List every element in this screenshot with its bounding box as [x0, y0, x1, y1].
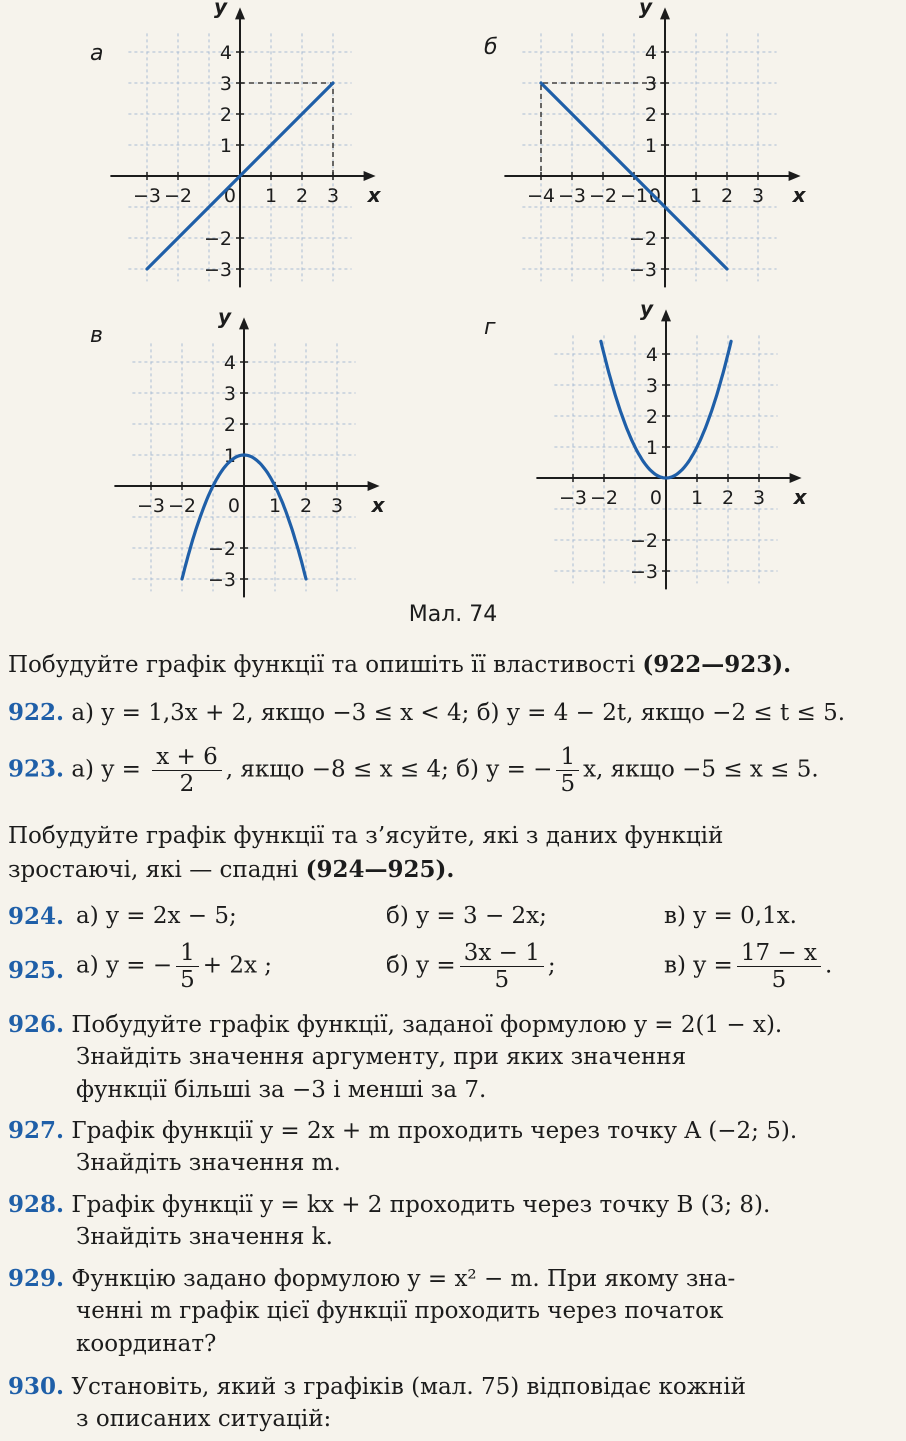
fraction: [556, 744, 579, 797]
y-tick-label: −2: [628, 228, 657, 250]
problem-number: 928.: [8, 1191, 65, 1218]
x-tick-label: −3: [558, 487, 588, 509]
problem-922: [8, 696, 845, 730]
instruction-922-923: [8, 648, 791, 682]
y-tick-label: 4: [219, 42, 232, 64]
x-axis-arrow: [790, 473, 802, 483]
problem-text-line1: Функцію задано формулою y = x² − m. При якому зна-: [71, 1266, 736, 1292]
x-axis-arrow: [789, 171, 801, 181]
problem-text-line2: Знайдіть значення k.: [76, 1224, 333, 1250]
y-tick-label: 1: [219, 135, 232, 157]
formula-text: , якщо −8 ≤ x ≤ 4; б) y = −: [225, 756, 553, 783]
x-tick-label: −3: [132, 185, 162, 207]
x-tick-label: −2: [589, 487, 619, 509]
x-tick-label: 2: [721, 487, 735, 509]
option-c: в) y = 0,1x.: [664, 903, 797, 929]
y-axis-label: y: [214, 0, 228, 19]
x-tick-label: 3: [330, 495, 344, 517]
numerator: x + 6: [152, 744, 222, 771]
numerator: 1: [176, 940, 199, 967]
option-b: б) y = 3 − 2x;: [386, 903, 547, 929]
problem-text-line2: Знайдіть значення m.: [76, 1150, 341, 1176]
y-tick-label: 2: [644, 104, 657, 126]
y-axis-label: y: [639, 0, 653, 19]
x-tick-label: 0: [648, 185, 661, 207]
graph-panel-2: [484, 0, 807, 287]
numerator: 1: [556, 744, 579, 771]
problem-text: а) y = 1,3x + 2, якщо −3 ≤ x < 4; б) y = 4 − 2t, якщо −2 ≤ t ≤ 5.: [71, 700, 846, 726]
y-tick-label: 3: [644, 73, 657, 95]
problem-number: 925.: [8, 957, 65, 984]
x-tick-label: 3: [326, 185, 340, 207]
formula-lhs: б) y =: [386, 952, 456, 979]
denominator: 2: [179, 771, 195, 797]
problem-text-line1: Графік функції y = kx + 2 проходить через точку B (3; 8).: [71, 1192, 771, 1218]
y-tick-label: 3: [223, 383, 236, 405]
panel-label: б: [484, 35, 498, 60]
x-tick-label: −2: [588, 185, 618, 207]
problem-928: [8, 1188, 770, 1222]
numerator: 3x − 1: [460, 940, 544, 967]
problem-number: 930.: [8, 1373, 65, 1400]
x-tick-label: 1: [689, 185, 703, 207]
problem-number: 923.: [8, 755, 65, 783]
instruction-924-925-line2: [8, 853, 454, 887]
instruction-924-925-line1: Побудуйте графік функції та з’ясуйте, які з даних функцій: [8, 823, 724, 849]
problem-text-line1: Графік функції y = 2x + m проходить через точку A (−2; 5).: [71, 1118, 798, 1144]
option-a: а) y = 2x − 5;: [76, 903, 237, 929]
problem-923: [8, 744, 819, 797]
x-tick-label: 2: [295, 185, 309, 207]
x-axis-label: x: [367, 183, 381, 207]
problem-text-line1: Побудуйте графік функції, заданої формулою y = 2(1 − x).: [71, 1012, 783, 1038]
y-tick-label: −2: [203, 228, 232, 250]
formula-text: ;: [547, 952, 556, 979]
y-axis-label: y: [640, 296, 654, 321]
problem-number: 929.: [8, 1265, 65, 1292]
x-axis-label: x: [371, 493, 385, 517]
y-tick-label: 4: [223, 352, 236, 374]
option-a: [76, 940, 272, 993]
option-b: [386, 940, 556, 993]
y-tick-label: 1: [645, 437, 658, 459]
x-axis-arrow: [368, 481, 380, 491]
problem-text-line2: з описаних ситуацій:: [76, 1406, 332, 1432]
y-axis-arrow: [235, 7, 245, 19]
denominator: 5: [494, 967, 510, 993]
fraction: [152, 744, 222, 797]
problem-925: [8, 940, 898, 1000]
y-tick-label: 3: [645, 375, 658, 397]
graph-panel-4: [484, 296, 808, 589]
denominator: 5: [560, 771, 576, 797]
problem-text-line3: функції більші за −3 і менші за 7.: [76, 1077, 487, 1103]
y-axis-arrow: [660, 7, 670, 19]
y-tick-label: 1: [644, 135, 657, 157]
y-tick-label: −2: [629, 530, 658, 552]
y-tick-label: −3: [207, 569, 236, 591]
y-axis-arrow: [239, 317, 249, 329]
x-tick-label: −1: [619, 185, 649, 207]
x-tick-label: 1: [268, 495, 282, 517]
x-tick-label: −3: [136, 495, 166, 517]
problem-930: [8, 1370, 746, 1404]
y-tick-label: −3: [628, 259, 657, 281]
problem-number: 927.: [8, 1117, 65, 1144]
y-tick-label: 4: [645, 344, 658, 366]
graph-panel-3: [90, 304, 386, 597]
x-tick-label: 2: [299, 495, 313, 517]
fraction: [737, 940, 821, 993]
x-tick-label: −2: [167, 495, 197, 517]
problem-929: [8, 1262, 735, 1296]
y-tick-label: −3: [203, 259, 232, 281]
y-tick-label: 4: [644, 42, 657, 64]
problem-924: [8, 900, 898, 934]
y-tick-label: 2: [645, 406, 658, 428]
graph-panel-1: [90, 0, 382, 287]
numerator: 17 − x: [737, 940, 821, 967]
fraction: [460, 940, 544, 993]
problem-text-line1: Установіть, який з графіків (мал. 75) відповідає кожній: [71, 1374, 746, 1400]
y-tick-label: 2: [223, 414, 236, 436]
x-tick-label: 1: [264, 185, 278, 207]
x-axis-label: x: [793, 485, 807, 509]
problem-number: 924.: [8, 903, 65, 930]
formula-text: x, якщо −5 ≤ x ≤ 5.: [583, 756, 819, 783]
instruction-range: (922—923).: [642, 651, 792, 678]
problem-number: 922.: [8, 699, 65, 726]
y-axis-arrow: [661, 309, 671, 321]
y-tick-label: 1: [223, 445, 236, 467]
y-tick-label: −2: [207, 538, 236, 560]
x-tick-label: −2: [163, 185, 193, 207]
problem-text-line3: координат?: [76, 1331, 217, 1357]
instruction-text: зростаючі, які — спадні: [8, 857, 306, 883]
problem-927: [8, 1114, 797, 1148]
formula-lhs: а) y = −: [76, 952, 173, 979]
x-tick-label: 0: [227, 495, 240, 517]
x-tick-label: 3: [752, 487, 766, 509]
figure-caption: Мал. 74: [408, 602, 498, 627]
y-tick-label: −3: [629, 561, 658, 583]
x-tick-label: 1: [690, 487, 704, 509]
instruction-range: (924—925).: [305, 856, 455, 883]
panel-label: а: [90, 41, 104, 66]
x-tick-label: 0: [223, 185, 236, 207]
x-axis-label: x: [792, 183, 806, 207]
problem-text-line2: ченні m графік цієї функції проходить через початок: [76, 1298, 724, 1324]
y-tick-label: 2: [219, 104, 232, 126]
y-axis-label: y: [218, 304, 232, 329]
x-tick-label: −3: [557, 185, 587, 207]
x-tick-label: 0: [649, 487, 662, 509]
y-tick-label: 3: [219, 73, 232, 95]
problem-number: 926.: [8, 1011, 65, 1038]
fraction: [176, 940, 199, 993]
formula-text: .: [824, 952, 833, 979]
x-tick-label: −4: [526, 185, 556, 207]
option-c: [664, 940, 832, 993]
panel-label: в: [90, 323, 103, 348]
problem-926: [8, 1008, 782, 1042]
instruction-text: Побудуйте графік функції та опишіть її властивості: [8, 652, 643, 678]
x-axis-arrow: [364, 171, 376, 181]
denominator: 5: [180, 967, 195, 993]
problem-text-line2: Знайдіть значення аргументу, при яких значення: [76, 1044, 687, 1070]
x-tick-label: 3: [751, 185, 765, 207]
denominator: 5: [771, 967, 787, 993]
x-tick-label: 2: [720, 185, 734, 207]
figure-74: [0, 0, 906, 600]
formula-lhs: в) y =: [664, 952, 733, 979]
formula-text: + 2x ;: [202, 952, 273, 979]
panel-label: г: [484, 315, 496, 340]
formula-lhs: а) y =: [71, 756, 141, 783]
